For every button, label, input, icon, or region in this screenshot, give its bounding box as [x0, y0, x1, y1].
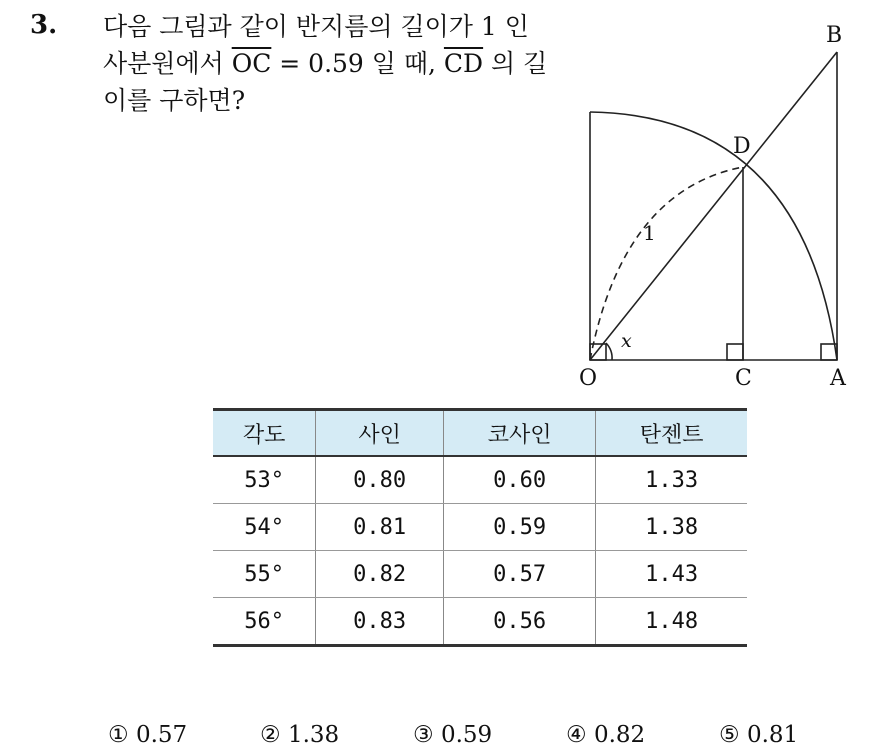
table-row: [213, 598, 747, 646]
table-row: [213, 551, 747, 598]
choice-1[interactable]: [108, 722, 187, 748]
cell-sine: 0.83: [316, 598, 444, 646]
question-line-2: [103, 45, 563, 82]
cell-angle: 56°: [213, 598, 316, 646]
cell-sine: 0.81: [316, 504, 444, 551]
choice-mark: ④: [566, 722, 587, 748]
cell-sine: 0.80: [316, 456, 444, 504]
choice-value: 0.57: [135, 722, 188, 748]
label-c: C: [735, 366, 752, 391]
cell-angle: 53°: [213, 456, 316, 504]
cell-tangent: 1.33: [596, 456, 747, 504]
choice-5[interactable]: [719, 722, 798, 748]
quarter-arc: [590, 112, 837, 360]
label-o: O: [579, 366, 598, 391]
quarter-circle-figure: [575, 15, 865, 395]
cell-tangent: 1.48: [596, 598, 747, 646]
cell-angle: 54°: [213, 504, 316, 551]
cell-cosine: 0.57: [443, 551, 595, 598]
choice-mark: ②: [260, 722, 281, 748]
label-d: D: [733, 134, 751, 159]
cell-tangent: 1.38: [596, 504, 747, 551]
question-line-2-mid: = 0.59 일 때,: [271, 49, 444, 78]
cell-cosine: 0.60: [443, 456, 595, 504]
question-line-2-prefix: 사분원에서: [103, 49, 232, 78]
choice-2[interactable]: [260, 722, 339, 748]
label-angle: x: [621, 330, 632, 352]
choice-mark: ③: [413, 722, 434, 748]
header-cosine: 코사인: [443, 410, 595, 457]
angle-arc: [606, 343, 612, 360]
choice-value: 0.82: [593, 722, 646, 748]
choice-mark: ①: [108, 722, 129, 748]
choice-value: 0.81: [746, 722, 799, 748]
cell-cosine: 0.56: [443, 598, 595, 646]
question-line-2-suffix: 의 길: [483, 49, 548, 78]
segment-cd: $\overline{CD}$: [443, 49, 484, 78]
question-text: [103, 8, 563, 119]
choice-value: 1.38: [287, 722, 340, 748]
header-sine: 사인: [316, 410, 444, 457]
cell-tangent: 1.43: [596, 551, 747, 598]
question-line-3: 이를 구하면?: [103, 86, 246, 115]
label-b: B: [826, 23, 843, 48]
choice-mark: ⑤: [719, 722, 740, 748]
cell-angle: 55°: [213, 551, 316, 598]
header-angle: 각도: [213, 410, 316, 457]
segment-oc: $\overline{OC}$: [231, 49, 272, 78]
choice-4[interactable]: [566, 722, 645, 748]
choice-3[interactable]: [413, 722, 492, 748]
label-a: A: [830, 366, 846, 391]
question-number: 3.: [30, 10, 58, 40]
question-line-1: 다음 그림과 같이 반지름의 길이가 1 인: [103, 12, 529, 41]
table-header-row: [213, 410, 747, 457]
segment-ob: [590, 52, 837, 360]
cell-cosine: 0.59: [443, 504, 595, 551]
trig-table: [213, 408, 747, 647]
right-angle-mark-c: [727, 344, 743, 360]
choice-value: 0.59: [440, 722, 493, 748]
header-tangent: 탄젠트: [596, 410, 747, 457]
table-row: [213, 456, 747, 504]
cell-sine: 0.82: [316, 551, 444, 598]
table-row: [213, 504, 747, 551]
label-radius: 1: [643, 221, 656, 245]
